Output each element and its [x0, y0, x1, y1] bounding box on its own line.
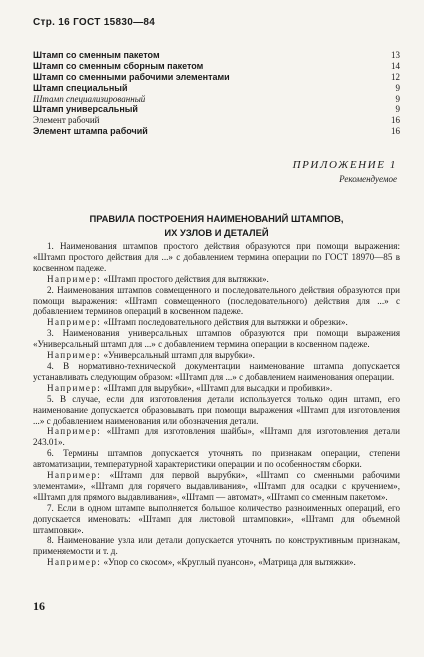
- term-index-list: [33, 50, 400, 137]
- index-row: [33, 104, 400, 115]
- example-5: [33, 426, 400, 448]
- appendix-heading: [293, 158, 397, 186]
- document-body: [33, 241, 400, 568]
- page-number: 16: [33, 599, 45, 613]
- example-4: [33, 383, 400, 394]
- index-term: Штамп специальный: [33, 82, 128, 93]
- index-term: Элемент рабочий: [33, 115, 100, 126]
- example-label: Например:: [47, 426, 102, 437]
- section-title-line1: ПРАВИЛА ПОСТРОЕНИЯ НАИМЕНОВАНИЙ ШТАМПОВ,: [89, 213, 344, 224]
- example-3: [33, 350, 400, 361]
- index-page: 16: [391, 126, 400, 137]
- index-page: 13: [391, 50, 400, 60]
- example-1: [33, 274, 400, 285]
- index-term: Штамп со сменным пакетом: [33, 50, 160, 60]
- example-text: «Штамп для изготовления шайбы», «Штамп для изготовления детали 243.01».: [33, 426, 400, 448]
- appendix-title: ПРИЛОЖЕНИЕ 1: [292, 159, 397, 171]
- paragraph-7: 7. Если в одном штампе выполняется большое количество разноименных операций, его допускается именовать: «Штамп для листовой штамповки», «Штамп для объемной штамповки».: [33, 502, 400, 535]
- index-term: Штамп универсальный: [33, 104, 138, 115]
- example-label: Например:: [47, 382, 102, 393]
- example-text: «Штамп последовательного действия для вытяжки и обрезки».: [103, 317, 348, 328]
- paragraph-4: 4. В нормативно-технической документации наименование штампа допускается устанавливать следующим образом: «Штамп для ...» с добавлением наименования операции.: [33, 360, 400, 382]
- index-row: [33, 72, 400, 83]
- index-page: 12: [391, 71, 400, 82]
- index-term: Штамп специализированный: [33, 93, 146, 104]
- example-label: Например:: [47, 273, 102, 284]
- example-text: «Упор со скосом», «Круглый пуансон», «Матрица для вытяжки».: [103, 557, 356, 568]
- index-page: 14: [391, 60, 400, 71]
- example-8: [33, 557, 400, 568]
- index-row: [33, 83, 400, 94]
- index-row: [33, 94, 400, 105]
- appendix-subtitle: Рекомендуемое: [339, 174, 397, 184]
- paragraph-6: 6. Термины штампов допускается уточнять по признакам операции, степени автоматизации, температурной характеристики операции и по особенностям сборки.: [33, 448, 400, 470]
- index-row: [33, 61, 400, 72]
- index-term: Элемент штампа рабочий: [33, 126, 148, 137]
- index-term: Штамп со сменным сборным пакетом: [33, 60, 204, 71]
- paragraph-1: 1. Наименования штампов простого действия образуются при помощи выражения: «Штамп простого действия для ...» с добавлением термина операции по ГОСТ 18970—85 в косвенном падеже.: [33, 241, 400, 273]
- index-row: [33, 115, 400, 126]
- index-row: [33, 50, 400, 61]
- index-row: [33, 126, 400, 137]
- index-term: Штамп со сменными рабочими элементами: [33, 71, 230, 82]
- example-text: «Штамп простого действия для вытяжки».: [103, 273, 269, 284]
- index-page: 9: [395, 82, 400, 93]
- paragraph-5: 5. В случае, если для изготовления детали используется только один штамп, его наименование допускается образовывать при помощи выражения «Штамп для изготовления ...» с добавлением наименования или обозначения детали.: [33, 393, 400, 426]
- example-2: [33, 317, 400, 328]
- paragraph-8: 8. Наименование узла или детали допускается уточнять по конструктивным признакам, применяемости и т. д.: [33, 535, 400, 557]
- index-page: 9: [395, 104, 400, 115]
- section-title: [33, 212, 400, 239]
- example-text: «Универсальный штамп для вырубки».: [103, 350, 255, 361]
- example-label: Например:: [47, 317, 102, 328]
- example-text: «Штамп для первой вырубки», «Штамп со сменными рабочими элементами», «Штамп для горячего выдавливания», «Штамп для осадки с кручением», «Штамп для прямого выдавливания», «Штамп — автомат», «Штамп со сменным пакетом».: [33, 470, 400, 502]
- example-label: Например:: [47, 470, 102, 481]
- index-page: 9: [395, 93, 400, 104]
- example-label: Например:: [47, 350, 102, 361]
- page-header: Стр. 16 ГОСТ 15830—84: [33, 17, 156, 28]
- paragraph-2: 2. Наименования штампов совмещенного и последовательного действия образуются при помощи выражения: «Штамп совмещенного (последовательного) действия для ...» с добавлением терминов операций в косвенном падеже.: [33, 284, 400, 317]
- example-text: «Штамп для вырубки», «Штамп для высадки и пробивки».: [103, 382, 333, 393]
- example-label: Например:: [47, 557, 102, 568]
- index-page: 16: [391, 115, 400, 126]
- example-6: [33, 470, 400, 503]
- section-title-line2: ИХ УЗЛОВ И ДЕТАЛЕЙ: [164, 226, 269, 238]
- paragraph-3: 3. Наименования универсальных штампов образуются при помощи выражения «Универсальный штамп для ...» с добавлением термина операции в косвенном падеже.: [33, 328, 400, 350]
